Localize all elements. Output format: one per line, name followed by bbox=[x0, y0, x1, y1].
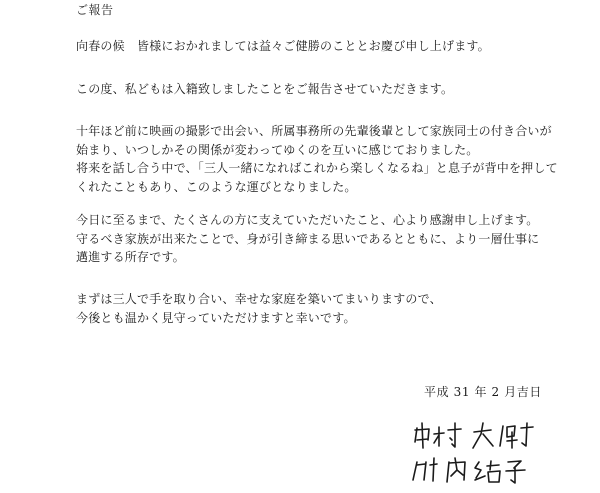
announcement-paragraph bbox=[76, 80, 546, 99]
paragraph-line: 守るべき家族が出来たことで、身が引き締まる思いであるとともに、より一層仕事に bbox=[76, 231, 540, 246]
gratitude-paragraph bbox=[76, 211, 546, 267]
signature-drawing bbox=[395, 418, 555, 490]
paragraph-line: 向春の候 皆様におかれましては益々ご健勝のこととお慶び申し上げます。 bbox=[76, 39, 490, 53]
paragraph-line: まずは三人で手を取り合い、幸せな家庭を築いてまいりますので、 bbox=[76, 292, 442, 306]
letter-heading: ご報告 bbox=[76, 3, 114, 17]
paragraph-line: 邁進する所存です。 bbox=[76, 250, 185, 265]
signature-line-2 bbox=[413, 458, 525, 483]
closing-paragraph bbox=[76, 290, 546, 327]
paragraph-line: この度、私どもは入籍致しましたことをご報告させていただきます。 bbox=[76, 82, 454, 96]
paragraph-line: 十年ほど前に映画の撮影で出会い、所属事務所の先輩後輩として家族同士の付き合いが bbox=[76, 124, 552, 138]
story-paragraph bbox=[76, 122, 558, 196]
handwritten-signatures bbox=[395, 418, 555, 490]
paragraph-line: 今日に至るまで、たくさんの方に支えていただいたこと、心より感謝申し上げます。 bbox=[76, 213, 539, 227]
paragraph-line: 将来を話し合う中で、「三人一緒になればこれから楽しくなるね」と息子が背中を押して bbox=[76, 161, 558, 176]
letter-date: 平成 31 年 2 月吉日 bbox=[424, 385, 542, 399]
signature-line-1 bbox=[415, 423, 533, 448]
paragraph-line: 今後とも温かく見守っていただけますと幸いです。 bbox=[76, 310, 356, 325]
paragraph-line: 始まり、いつしかその関係が変わってゆくのを互いに感じておりました。 bbox=[76, 142, 479, 157]
paragraph-line: くれたこともあり、このような運びとなりました。 bbox=[76, 179, 357, 194]
greeting-paragraph bbox=[76, 37, 546, 56]
